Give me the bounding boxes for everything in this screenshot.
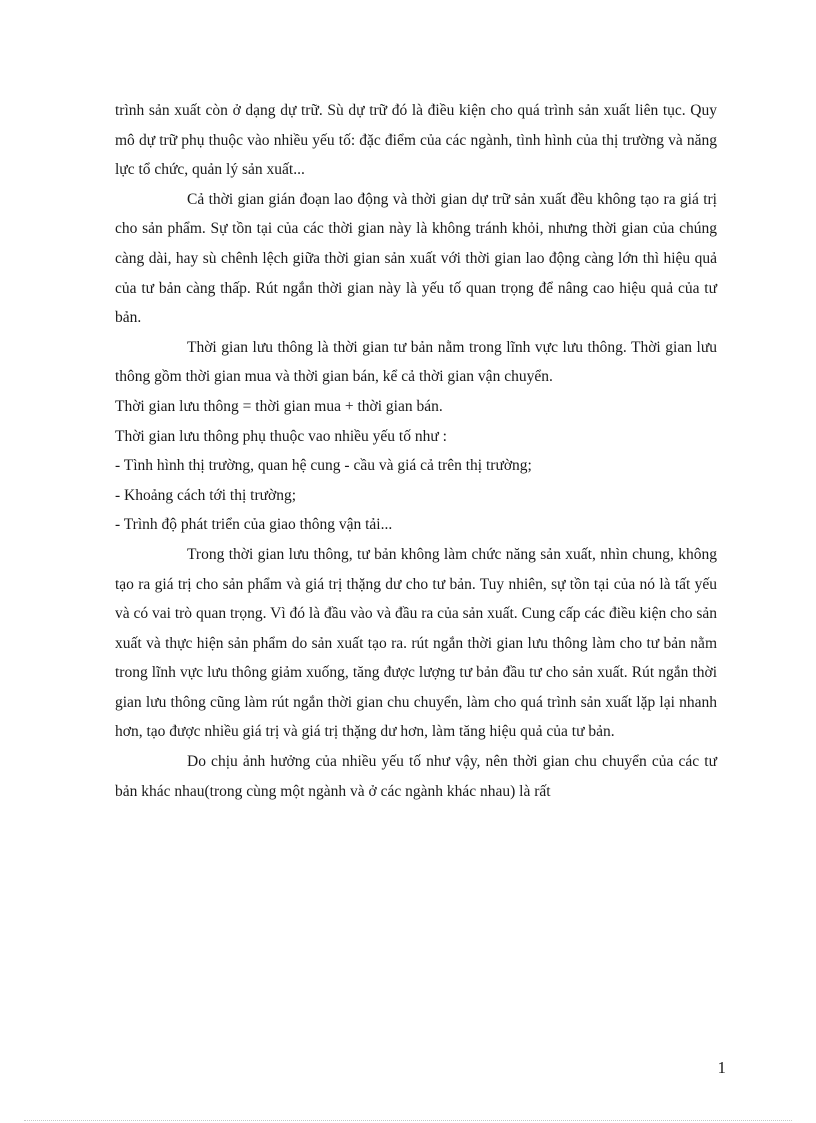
paragraph-3: Thời gian lưu thông là thời gian tư bản nằm trong lĩnh vực lưu thông. Thời gian lưu thông gồm thời gian mua và thời gian bán, kể cả thời gian vận chuyển. [115, 338, 717, 386]
paragraph-last: Do chịu ảnh hưởng của nhiều yếu tố như vậy, nên thời gian chu chuyển của các tư bản khác nhau(trong cùng một ngành và ở các ngành khác nhau) là rất [115, 753, 717, 800]
paragraph-factors-intro: Thời gian lưu thông phụ thuộc vao nhiều yếu tố như : [115, 427, 447, 445]
list-item-transport: - Trình độ phát triển của giao thông vận tải... [115, 516, 393, 534]
document-body [115, 96, 717, 806]
page-bottom-divider [24, 1120, 792, 1121]
paragraph-formula: Thời gian lưu thông = thời gian mua + thời gian bán. [115, 397, 443, 415]
list-item-distance: - Khoảng cách tới thị trường; [115, 486, 297, 504]
paragraph-1: trình sản xuất còn ở dạng dự trữ. Sù dự trữ đó là điều kiện cho quá trình sản xuất liên tục. Quy mô dự trữ phụ thuộc vào nhiều yếu tố: đặc điểm của các ngành, tình hình của thị trường và năng lực tổ chức, quản lý sản xuất... [115, 102, 717, 179]
page-number: 1 [717, 1058, 726, 1077]
paragraph-2: Cả thời gian gián đoạn lao động và thời gian dự trữ sản xuất đều không tạo ra giá trị cho sản phẩm. Sự tồn tại của các thời gian này là không tránh khỏi, nhưng thời gian của chúng càng dài, hay sù chênh lệch giữa thời gian sản xuất với thời gian lao động càng lớn thì hiệu quả của tư bản càng thấp. Rút ngắn thời gian này là yếu tố quan trọng để nâng cao hiệu quả của tư bản. [115, 190, 717, 327]
list-item-market: - Tình hình thị trường, quan hệ cung - cầu và giá cả trên thị trường; [115, 457, 532, 475]
paragraph-circulation: Trong thời gian lưu thông, tư bản không làm chức năng sản xuất, nhìn chung, không tạo ra giá trị cho sản phẩm và giá trị thặng dư cho tư bản. Tuy nhiên, sự tồn tại của nó là tất yếu và có vai trò quan trọng. Vì đó là đầu vào và đầu ra của sản xuất. Cung cấp các điều kiện cho sản xuất và thực hiện sản phẩm do sản xuất tạo ra. rút ngắn thời gian lưu thông làm cho tư bản nằm trong lĩnh vực lưu thông giảm xuống, tăng được lượng tư bản đầu tư cho sản xuất. Rút ngắn thời gian lưu thông cũng làm rút ngắn thời gian chu chuyển, làm cho quá trình sản xuất lặp lại nhanh hơn, tạo được nhiều giá trị và giá trị thặng dư hơn, làm tăng hiệu quả của tư bản. [115, 545, 717, 741]
